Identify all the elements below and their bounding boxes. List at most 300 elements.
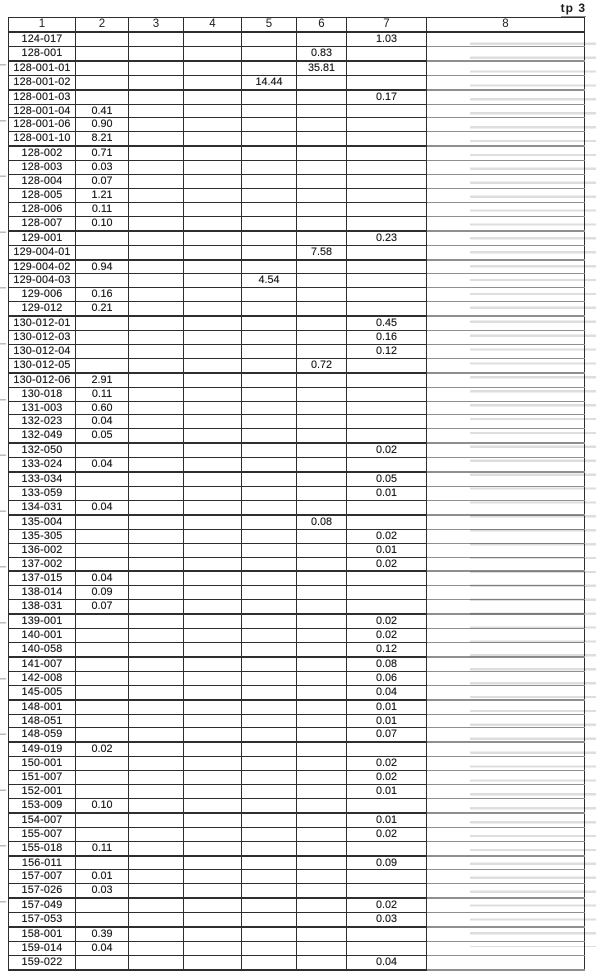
cell-col4 — [184, 458, 242, 472]
cell-col7: 0.08 — [347, 657, 427, 671]
cell-col6 — [297, 813, 347, 827]
row-label: 151-007 — [9, 771, 76, 785]
cell-col2 — [76, 61, 129, 75]
cell-col8 — [427, 614, 585, 628]
cell-col4 — [184, 260, 242, 274]
cell-col2: 0.41 — [76, 104, 129, 118]
cell-col8 — [427, 161, 585, 175]
table-row — [9, 188, 585, 202]
cell-col5 — [242, 515, 297, 529]
cell-col8 — [427, 175, 585, 189]
cell-col8 — [427, 529, 585, 543]
row-label: 135-305 — [9, 529, 76, 543]
cell-col2: 0.03 — [76, 884, 129, 898]
table-row — [9, 358, 585, 372]
cell-col5 — [242, 856, 297, 870]
cell-col6 — [297, 742, 347, 756]
cell-col2: 0.94 — [76, 260, 129, 274]
cell-col4 — [184, 757, 242, 771]
table-row — [9, 543, 585, 557]
cell-col8 — [427, 757, 585, 771]
cell-col8 — [427, 771, 585, 785]
cell-col4 — [184, 600, 242, 614]
cell-col3 — [129, 90, 184, 104]
cell-col7: 0.12 — [347, 642, 427, 656]
table-row — [9, 245, 585, 259]
cell-col5 — [242, 344, 297, 358]
cell-col7: 0.01 — [347, 785, 427, 799]
cell-col6 — [297, 472, 347, 486]
cell-col2 — [76, 316, 129, 330]
cell-col4 — [184, 161, 242, 175]
cell-col3 — [129, 798, 184, 812]
table-row — [9, 571, 585, 585]
table-row — [9, 104, 585, 118]
table-row — [9, 288, 585, 302]
cell-col4 — [184, 387, 242, 401]
cell-col6 — [297, 898, 347, 912]
cell-col2: 0.05 — [76, 429, 129, 443]
row-label: 157-049 — [9, 898, 76, 912]
cell-col2 — [76, 543, 129, 557]
column-header-2: 2 — [76, 18, 129, 33]
cell-col3 — [129, 955, 184, 969]
cell-col4 — [184, 443, 242, 457]
cell-col8 — [427, 500, 585, 514]
table-row — [9, 913, 585, 927]
cell-col8 — [427, 898, 585, 912]
cell-col5 — [242, 472, 297, 486]
cell-col6 — [297, 642, 347, 656]
cell-col3 — [129, 373, 184, 387]
cell-col7: 0.06 — [347, 671, 427, 685]
table-row — [9, 671, 585, 685]
cell-col3 — [129, 75, 184, 89]
cell-col6 — [297, 288, 347, 302]
table-row — [9, 373, 585, 387]
cell-col4 — [184, 274, 242, 288]
cell-col3 — [129, 757, 184, 771]
table-row — [9, 600, 585, 614]
table-row — [9, 472, 585, 486]
cell-col4 — [184, 813, 242, 827]
cell-col2: 0.04 — [76, 571, 129, 585]
cell-col7: 0.01 — [347, 714, 427, 728]
cell-col3 — [129, 415, 184, 429]
cell-col5 — [242, 771, 297, 785]
cell-col5 — [242, 387, 297, 401]
cell-col8 — [427, 813, 585, 827]
row-label: 130-012-03 — [9, 331, 76, 345]
cell-col7 — [347, 216, 427, 230]
cell-col3 — [129, 443, 184, 457]
table-row — [9, 700, 585, 714]
cell-col2 — [76, 614, 129, 628]
cell-col8 — [427, 90, 585, 104]
cell-col8 — [427, 46, 585, 60]
cell-col3 — [129, 175, 184, 189]
cell-col7: 1.03 — [347, 32, 427, 46]
cell-col7 — [347, 274, 427, 288]
cell-col6 — [297, 104, 347, 118]
cell-col8 — [427, 827, 585, 841]
cell-col2 — [76, 657, 129, 671]
row-label: 159-022 — [9, 955, 76, 969]
row-label: 131-003 — [9, 401, 76, 415]
cell-col2: 0.10 — [76, 798, 129, 812]
table-row — [9, 132, 585, 146]
cell-col6: 35.81 — [297, 61, 347, 75]
cell-col7: 0.05 — [347, 472, 427, 486]
cell-col2 — [76, 344, 129, 358]
cell-col7 — [347, 884, 427, 898]
cell-col6 — [297, 415, 347, 429]
table-row — [9, 771, 585, 785]
cell-col2 — [76, 771, 129, 785]
cell-col5 — [242, 629, 297, 643]
cell-col3 — [129, 358, 184, 372]
table-row — [9, 685, 585, 699]
cell-col7: 0.02 — [347, 557, 427, 571]
cell-col8 — [427, 543, 585, 557]
cell-col6 — [297, 344, 347, 358]
table-row — [9, 458, 585, 472]
cell-col8 — [427, 798, 585, 812]
cell-col4 — [184, 216, 242, 230]
cell-col5 — [242, 714, 297, 728]
cell-col4 — [184, 415, 242, 429]
cell-col8 — [427, 231, 585, 245]
column-header-4: 4 — [184, 18, 242, 33]
row-label: 159-014 — [9, 942, 76, 956]
column-header-3: 3 — [129, 18, 184, 33]
table-row — [9, 46, 585, 60]
cell-col2 — [76, 642, 129, 656]
cell-col5: 14.44 — [242, 75, 297, 89]
cell-col8 — [427, 202, 585, 216]
cell-col2 — [76, 557, 129, 571]
cell-col3 — [129, 401, 184, 415]
cell-col5 — [242, 316, 297, 330]
cell-col4 — [184, 358, 242, 372]
cell-col4 — [184, 429, 242, 443]
table-row — [9, 942, 585, 956]
cell-col7 — [347, 188, 427, 202]
cell-col7 — [347, 571, 427, 585]
cell-col2: 0.11 — [76, 202, 129, 216]
cell-col8 — [427, 331, 585, 345]
cell-col3 — [129, 898, 184, 912]
cell-col8 — [427, 884, 585, 898]
cell-col8 — [427, 415, 585, 429]
cell-col3 — [129, 118, 184, 132]
row-label: 129-004-03 — [9, 274, 76, 288]
cell-col4 — [184, 175, 242, 189]
cell-col3 — [129, 856, 184, 870]
cell-col4 — [184, 188, 242, 202]
cell-col3 — [129, 146, 184, 160]
cell-col2: 8.21 — [76, 132, 129, 146]
cell-col4 — [184, 543, 242, 557]
cell-col3 — [129, 231, 184, 245]
cell-col2 — [76, 629, 129, 643]
cell-col8 — [427, 472, 585, 486]
cell-col3 — [129, 685, 184, 699]
cell-col5 — [242, 61, 297, 75]
table-row — [9, 331, 585, 345]
cell-col6 — [297, 90, 347, 104]
cell-col4 — [184, 586, 242, 600]
row-label: 134-031 — [9, 500, 76, 514]
cell-col6 — [297, 500, 347, 514]
row-label: 157-007 — [9, 870, 76, 884]
cell-col2: 0.09 — [76, 586, 129, 600]
cell-col6 — [297, 685, 347, 699]
table-row — [9, 813, 585, 827]
cell-col7 — [347, 245, 427, 259]
cell-col7 — [347, 373, 427, 387]
cell-col5 — [242, 458, 297, 472]
cell-col2 — [76, 75, 129, 89]
cell-col3 — [129, 600, 184, 614]
cell-col5 — [242, 571, 297, 585]
cell-col8 — [427, 274, 585, 288]
row-label: 129-004-01 — [9, 245, 76, 259]
cell-col2 — [76, 898, 129, 912]
cell-col3 — [129, 557, 184, 571]
cell-col3 — [129, 571, 184, 585]
cell-col6 — [297, 785, 347, 799]
cell-col6 — [297, 614, 347, 628]
cell-col2: 0.04 — [76, 942, 129, 956]
table-row — [9, 927, 585, 941]
cell-col7 — [347, 75, 427, 89]
cell-col8 — [427, 188, 585, 202]
table-row — [9, 216, 585, 230]
cell-col8 — [427, 387, 585, 401]
cell-col4 — [184, 472, 242, 486]
cell-col4 — [184, 614, 242, 628]
cell-col2 — [76, 785, 129, 799]
cell-col7: 0.02 — [347, 771, 427, 785]
table-row — [9, 401, 585, 415]
cell-col2: 0.16 — [76, 288, 129, 302]
row-label: 128-001-02 — [9, 75, 76, 89]
cell-col6 — [297, 302, 347, 316]
cell-col6 — [297, 274, 347, 288]
table-header-row — [9, 18, 585, 33]
cell-col4 — [184, 798, 242, 812]
row-label: 152-001 — [9, 785, 76, 799]
column-header-1: 1 — [9, 18, 76, 33]
cell-col7: 0.02 — [347, 614, 427, 628]
cell-col7 — [347, 429, 427, 443]
cell-col8 — [427, 913, 585, 927]
cell-col2 — [76, 90, 129, 104]
row-label: 128-007 — [9, 216, 76, 230]
cell-col3 — [129, 46, 184, 60]
cell-col3 — [129, 132, 184, 146]
cell-col8 — [427, 671, 585, 685]
cell-col5 — [242, 884, 297, 898]
cell-col6 — [297, 798, 347, 812]
cell-col7 — [347, 586, 427, 600]
row-label: 154-007 — [9, 813, 76, 827]
cell-col8 — [427, 714, 585, 728]
cell-col8 — [427, 32, 585, 46]
cell-col5 — [242, 586, 297, 600]
table-row — [9, 146, 585, 160]
cell-col5 — [242, 798, 297, 812]
cell-col6 — [297, 387, 347, 401]
cell-col4 — [184, 870, 242, 884]
table-row — [9, 728, 585, 742]
cell-col2 — [76, 856, 129, 870]
table-row — [9, 415, 585, 429]
cell-col8 — [427, 841, 585, 855]
cell-col6 — [297, 188, 347, 202]
cell-col2: 2.91 — [76, 373, 129, 387]
cell-col8 — [427, 600, 585, 614]
cell-col4 — [184, 657, 242, 671]
cell-col8 — [427, 316, 585, 330]
table-row — [9, 90, 585, 104]
cell-col4 — [184, 841, 242, 855]
cell-col4 — [184, 529, 242, 543]
cell-col8 — [427, 443, 585, 457]
cell-col4 — [184, 316, 242, 330]
cell-col4 — [184, 942, 242, 956]
cell-col5 — [242, 331, 297, 345]
cell-col6 — [297, 132, 347, 146]
cell-col4 — [184, 487, 242, 501]
cell-col4 — [184, 132, 242, 146]
row-label: 141-007 — [9, 657, 76, 671]
row-label: 148-051 — [9, 714, 76, 728]
cell-col7: 0.02 — [347, 529, 427, 543]
cell-col6: 0.83 — [297, 46, 347, 60]
table-row — [9, 260, 585, 274]
cell-col5: 4.54 — [242, 274, 297, 288]
cell-col8 — [427, 358, 585, 372]
cell-col5 — [242, 785, 297, 799]
cell-col7 — [347, 61, 427, 75]
cell-col8 — [427, 288, 585, 302]
table-row — [9, 75, 585, 89]
cell-col4 — [184, 913, 242, 927]
cell-col7: 0.01 — [347, 487, 427, 501]
cell-col3 — [129, 714, 184, 728]
table-row — [9, 316, 585, 330]
cell-col5 — [242, 175, 297, 189]
row-label: 157-026 — [9, 884, 76, 898]
column-header-6: 6 — [297, 18, 347, 33]
cell-col6 — [297, 629, 347, 643]
cell-col3 — [129, 841, 184, 855]
row-label: 132-023 — [9, 415, 76, 429]
cell-col8 — [427, 955, 585, 969]
cell-col8 — [427, 742, 585, 756]
cell-col8 — [427, 302, 585, 316]
cell-col4 — [184, 884, 242, 898]
row-label: 145-005 — [9, 685, 76, 699]
cell-col4 — [184, 302, 242, 316]
cell-col8 — [427, 429, 585, 443]
table-row — [9, 161, 585, 175]
cell-col7 — [347, 302, 427, 316]
cell-col5 — [242, 429, 297, 443]
cell-col8 — [427, 685, 585, 699]
cell-col6 — [297, 175, 347, 189]
cell-col6 — [297, 870, 347, 884]
cell-col5 — [242, 104, 297, 118]
data-table — [8, 17, 585, 971]
row-label: 130-012-01 — [9, 316, 76, 330]
cell-col5 — [242, 500, 297, 514]
cell-col5 — [242, 443, 297, 457]
cell-col7: 0.17 — [347, 90, 427, 104]
cell-col7 — [347, 415, 427, 429]
cell-col8 — [427, 75, 585, 89]
table-row — [9, 443, 585, 457]
cell-col2 — [76, 827, 129, 841]
cell-col2: 1.21 — [76, 188, 129, 202]
cell-col8 — [427, 216, 585, 230]
cell-col3 — [129, 927, 184, 941]
cell-col8 — [427, 515, 585, 529]
cell-col7: 0.01 — [347, 700, 427, 714]
cell-col2 — [76, 700, 129, 714]
cell-col7 — [347, 146, 427, 160]
table-row — [9, 586, 585, 600]
cell-col3 — [129, 458, 184, 472]
table-row — [9, 500, 585, 514]
page-corner-label: tp 3 — [560, 1, 586, 15]
table-row — [9, 118, 585, 132]
cell-col6 — [297, 487, 347, 501]
row-label: 128-005 — [9, 188, 76, 202]
cell-col7 — [347, 288, 427, 302]
row-label: 128-001 — [9, 46, 76, 60]
cell-col2 — [76, 728, 129, 742]
cell-col3 — [129, 586, 184, 600]
cell-col3 — [129, 742, 184, 756]
cell-col6 — [297, 429, 347, 443]
cell-col6 — [297, 671, 347, 685]
cell-col4 — [184, 898, 242, 912]
cell-col5 — [242, 373, 297, 387]
table-row — [9, 429, 585, 443]
cell-col7 — [347, 458, 427, 472]
row-label: 130-012-06 — [9, 373, 76, 387]
table-row — [9, 742, 585, 756]
table-row — [9, 898, 585, 912]
cell-col5 — [242, 927, 297, 941]
cell-col3 — [129, 642, 184, 656]
cell-col6 — [297, 75, 347, 89]
row-label: 153-009 — [9, 798, 76, 812]
cell-col4 — [184, 671, 242, 685]
cell-col2 — [76, 515, 129, 529]
cell-col7 — [347, 175, 427, 189]
cell-col3 — [129, 260, 184, 274]
cell-col8 — [427, 856, 585, 870]
column-header-8: 8 — [427, 18, 585, 33]
table-row — [9, 714, 585, 728]
cell-col3 — [129, 387, 184, 401]
cell-col6 — [297, 728, 347, 742]
cell-col6 — [297, 600, 347, 614]
